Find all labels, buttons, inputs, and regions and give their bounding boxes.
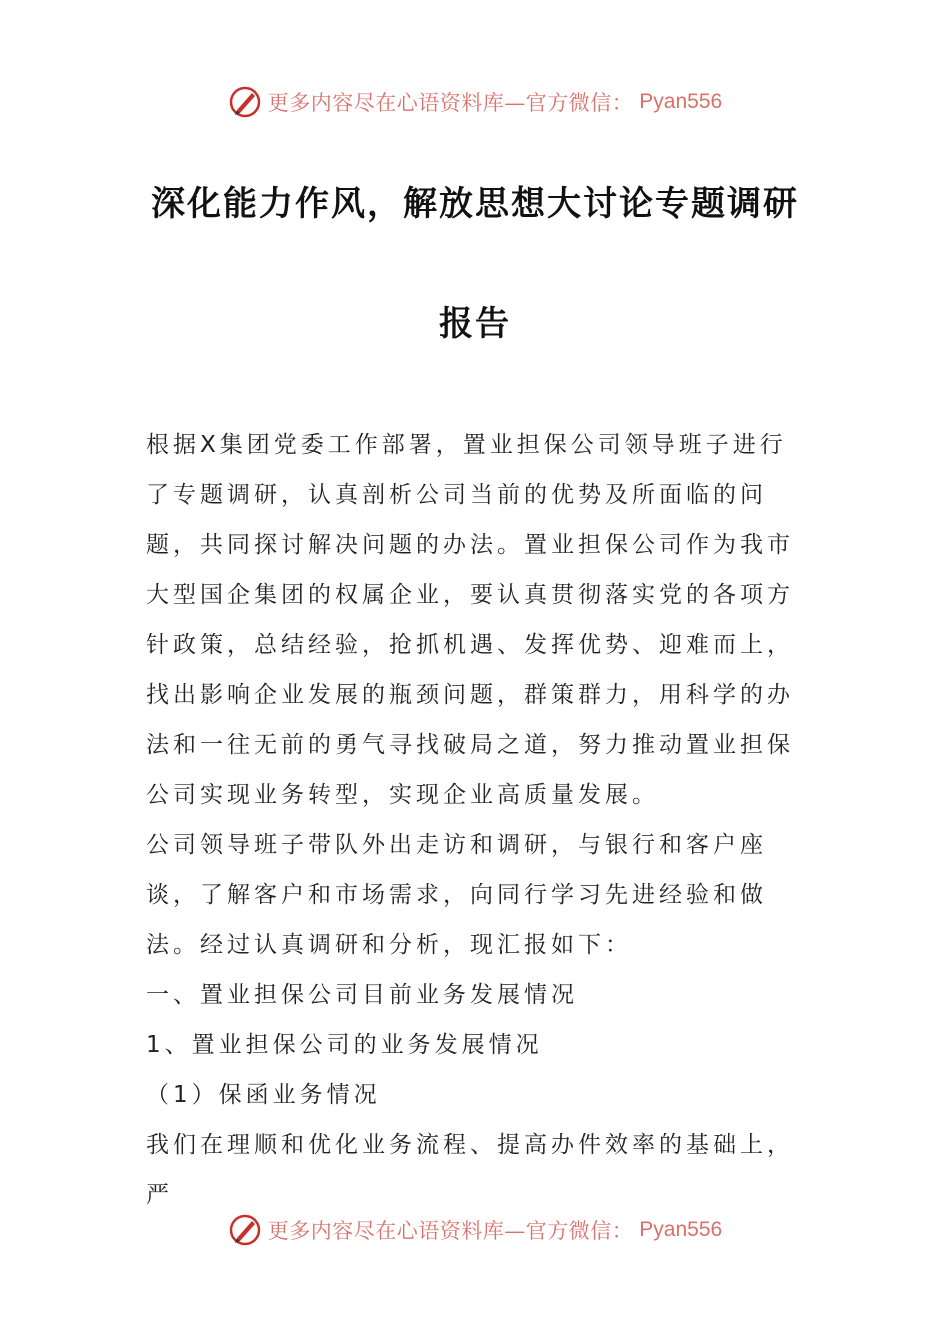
document-title-line-1: 深化能力作风，解放思想大讨论专题调研 (151, 184, 799, 224)
document-title-line-2: 报告 (439, 304, 511, 344)
section-heading: 一、置业担保公司目前业务发展情况 (146, 982, 578, 1008)
document-body (146, 420, 806, 1220)
watermark-text: 更多内容尽在心语资料库—官方微信： (267, 91, 634, 115)
body-paragraph-3: 我们在理顺和优化业务流程、提高办件效率的基础上，严 (146, 1132, 794, 1208)
pen-logo-icon (228, 85, 262, 119)
footer-watermark (0, 1210, 950, 1250)
body-paragraph-2: 公司领导班子带队外出走访和调研，与银行和客户座谈，了解客户和市场需求，向同行学习先进经验和做法。经过认真调研和分析，现汇报如下： (146, 832, 767, 958)
body-paragraph-1: 根据X集团党委工作部署，置业担保公司领导班子进行了专题调研，认真剖析公司当前的优势及所面临的问题，共同探讨解决问题的办法。置业担保公司作为我市大型国企集团的权属企业，要认真贯彻落实党的各项方针政策，总结经验，抢抓机遇、发挥优势、迎难而上，找出影响企业发展的瓶颈问题，群策群力，用科学的办法和一往无前的勇气寻找破局之道，努力推动置业担保公司实现业务转型，实现企业高质量发展。 (146, 432, 794, 808)
pen-logo-icon (228, 1213, 262, 1247)
subsection-heading: 1、置业担保公司的业务发展情况 (146, 1032, 543, 1058)
watermark-text: 更多内容尽在心语资料库—官方微信： (267, 1219, 634, 1243)
item-heading: （1）保函业务情况 (146, 1082, 381, 1108)
header-watermark (0, 82, 950, 122)
watermark-wechat-id: Pyan556 (639, 90, 723, 113)
watermark-wechat-id: Pyan556 (639, 1218, 723, 1241)
